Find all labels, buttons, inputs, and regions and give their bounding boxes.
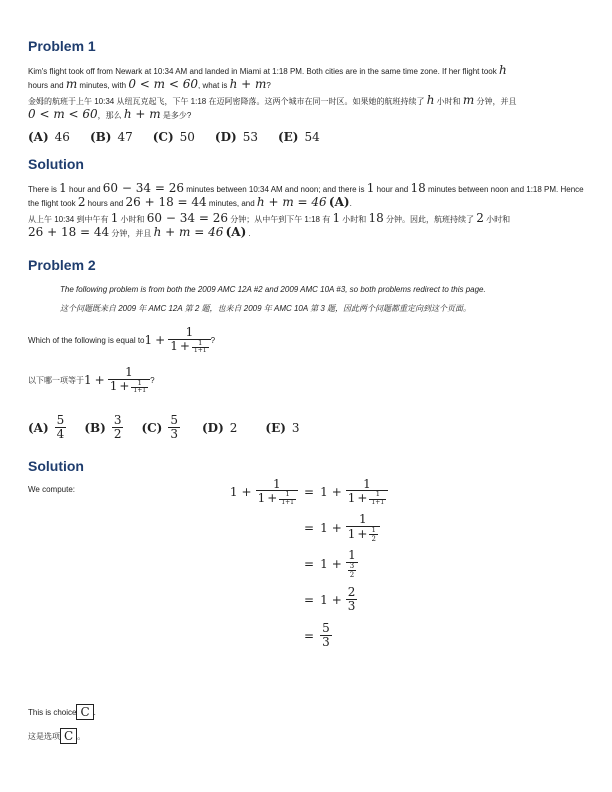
solution-2-choice-en [28,704,96,720]
text: hour and [374,185,411,194]
answer-box: C [76,704,93,720]
math: 1 [144,333,153,348]
math: 1 [332,211,341,225]
math: 26 + 18 = 44 [125,195,207,209]
text: minutes between 10:34 AM and noon; and there is [183,185,367,194]
problem-2-question-cn [28,366,155,395]
math: 1 [366,181,375,195]
choice-b: (B) $\frac{3}{2}$ [84,413,122,441]
choice-e: (E) 54 [277,130,320,144]
text: ? [266,81,271,90]
math: 18 [368,211,384,225]
nested-fraction: 1 1 + $\frac{1}{1+1}$ [168,326,210,355]
math-target: h + m [229,77,267,91]
problem-1-choices [28,130,340,144]
problem-2-choices [28,414,320,441]
math-target: h + m [123,107,161,121]
text: 从上午 10:34 到中午有 [28,215,111,224]
equation-derivation [200,474,400,654]
choice-a: (A) $\frac{5}{4}$ [28,413,65,441]
math-cond: 0 < m < 60 [128,77,198,91]
solution-2-heading: Solution [28,458,84,474]
text: ，那么 [97,111,124,120]
text: 小时和 [340,215,369,224]
solution-1-text-cn [28,212,584,240]
problem-2-question-en [28,326,215,355]
nested-fraction: 1 1 + $\frac{1}{1+1}$ [108,366,150,395]
text: minutes, and [206,199,257,208]
choice-b: (B) 47 [89,130,133,144]
text: hour and [66,185,103,194]
answer-box: C [60,728,77,744]
text: Which of the following is equal to [28,335,145,345]
text: 小时和 [118,215,147,224]
equation-row: 1 + 1 1 + $\frac{1}{1+1}$ = 1 + 1 1 + $\frac{1}{1+1}$ [200,474,400,510]
solution-2-choice-cn [28,728,85,744]
text: This is choice [28,707,77,717]
math: 1 [59,181,67,195]
problem-2-note-cn: 这个问题既来自 2009 年 AMC 12A 第 2 题，也来自 2009 年 AMC 10A 第 3 题，因此两个问题都重定向到这个页面。 [60,304,472,313]
problem-2-heading: Problem 2 [28,257,96,273]
math-h: h [498,63,507,77]
solution-2-intro: We compute: [28,485,75,494]
text: 以下哪一项等于 [28,375,84,385]
text: ? [150,375,155,385]
answer: (A) [225,225,247,239]
text: 金姆的航班于上午 10:34 从纽瓦克起飞，下午 1:18 在迈阿密降落。这两个城市在同一时区。如果她的航班持续了 [28,97,427,106]
math: + [155,333,166,348]
math: 2 [77,195,86,209]
text: 。 [77,731,86,741]
text: ? [210,335,216,345]
math: 2 [476,211,484,225]
math: h + m = 46 [256,195,327,209]
text: 小时和 [434,97,463,106]
text: 分钟。因此，航班持续了 [383,215,477,224]
text: , what is [198,81,230,90]
text: 是多少? [160,111,192,120]
text: hours and [85,199,126,208]
math-m: m [65,77,78,91]
equation-row: = 1 + $\frac{1}{\frac{3}{2}}$ [200,546,400,582]
math: h + m = 46 [153,225,224,239]
text: 分钟，并且 [474,97,517,106]
text: 分钟，并且 [109,229,154,238]
text: minutes, with [77,81,129,90]
text: . [349,199,352,208]
choice-e: (E) 3 [265,420,300,435]
equation-row: = 1 + $\frac{2}{3}$ [304,585,356,613]
solution-1-heading: Solution [28,156,84,172]
choice-a: (A) 46 [28,130,70,144]
math-m: m [462,93,475,107]
text: minutes between noon and 1:18 PM. Hence the flight took [28,185,584,208]
solution-1-text-en [28,182,588,210]
problem-1-text-cn [28,94,584,122]
math: + [94,373,105,388]
math: 18 [410,181,426,195]
text: Kim's flight took off from Newark at 10:34 AM and landed in Miami at 1:18 PM. Both cities are in the same time zone. If her flight took [28,67,499,76]
math: 1 [84,373,92,388]
math: 1 [110,211,119,225]
math: 60 − 34 = 26 [102,181,184,195]
problem-1-text-en [28,64,584,92]
text: 分钟；从中午到下午 1:18 有 [227,215,333,224]
text: hours and [28,81,66,90]
math-cond: 0 < m < 60 [28,107,98,121]
problem-1-heading: Problem 1 [28,38,96,54]
math: 26 + 18 = 44 [28,225,110,239]
equation-row: = 1 + 1 1 + $\frac{1}{2}$ [200,510,400,546]
answer: (A) [328,195,350,209]
math-h: h [426,93,435,107]
text: . [93,707,96,717]
problem-2-note-en: The following problem is from both the 2009 AMC 12A #2 and 2009 AMC 10A #3, so both problems redirect to this page. [60,285,486,294]
equation-row: = $\frac{5}{3}$ [304,621,330,649]
math: 60 − 34 = 26 [146,211,228,225]
text: There is [28,185,60,194]
text: 小时和 [483,215,511,224]
choice-c: (C) $\frac{5}{3}$ [141,413,178,441]
choice-d: (D) 53 [214,130,258,144]
text: 这是选项 [28,731,60,741]
text: . [246,229,251,238]
choice-d: (D) 2 [202,420,238,435]
choice-c: (C) 50 [152,130,195,144]
